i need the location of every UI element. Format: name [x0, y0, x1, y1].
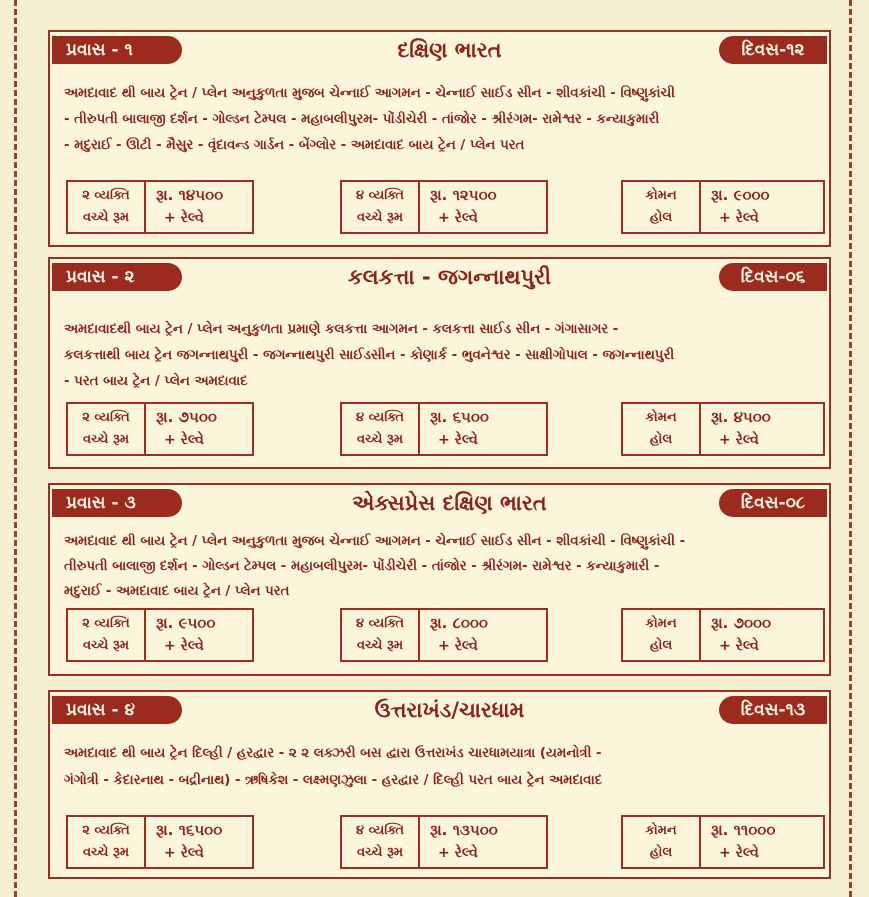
tour-days: દિવસ-૧૨ — [719, 36, 827, 64]
tour-days: દિવસ-૧૩ — [719, 696, 827, 724]
price-label: હોલ — [649, 210, 673, 225]
price-label: વચ્ચે રૂમ — [82, 432, 130, 447]
rail-extra: + રેલ્વે — [164, 432, 204, 448]
rail-extra: + રેલ્વે — [438, 210, 478, 226]
tour-days: દિવસ-૦૮ — [719, 489, 827, 517]
itinerary-line: અમદાવાદથી બાય ટ્રેન / પ્લેન અનુકુળતા પ્રમાણે કલકત્તા આગમન - કલકત્તા સાઈડ સીન - ગંગાસાગર - — [64, 322, 619, 337]
tour-header — [50, 692, 829, 729]
tour-title: એક્સપ્રેસ દક્ષિણ ભારત — [352, 491, 547, 515]
rail-extra: + રેલ્વે — [164, 210, 204, 226]
tour-days: દિવસ-૦૬ — [719, 263, 827, 291]
price-amount: રૂા. ૭૦૦૦ — [711, 614, 772, 632]
price-label: વચ્ચે રૂમ — [82, 638, 130, 653]
tour-itinerary — [64, 529, 817, 604]
price-amount: રૂા. ૧૬૫૦૦ — [156, 821, 223, 839]
itinerary-line: ગંગોત્રી - કેદારનાથ - બદ્રીનાથ) - ઋષિકેશ - લક્ષ્મણઝુલા - હરદ્વાર / દિલ્હી પરત બાય ટ્રેન અમદાવાદ — [64, 773, 603, 788]
itinerary-line: અમદાવાદ થી બાય ટ્રેન / પ્લેન અનુકુળતા મુજબ ચેન્નાઈ આગમન - ચેન્નાઈ સાઈડ સીન - શીવકાંચી - વિષ્ણુકાંચી - — [64, 534, 686, 549]
price-box-2-person — [66, 180, 254, 234]
itinerary-line: - મદુરાઈ - ઊટી - મૈસુર - વૃંદાવન્ડ ગાર્ડન - બેંગ્લોર - અમદાવાદ બાય ટ્રેન / પ્લેન પરત — [64, 138, 525, 153]
itinerary-line: - તીરુપતી બાલાજી દર્શન - ગોલ્ડન ટેમ્પલ - મહાબલીપુરમ- પોંડીચેરી - તાંજોર - શ્રીરંગમ- રામેશ્વર - કન્યાકુમારી — [64, 112, 660, 127]
tour-itinerary — [64, 317, 817, 395]
left-dashed-border — [14, 0, 17, 897]
rail-extra: + રેલ્વે — [719, 845, 759, 861]
price-amount: રૂા. ૬૫૦૦ — [430, 408, 489, 426]
price-label: વચ્ચે રૂમ — [356, 845, 404, 860]
price-label: વચ્ચે રૂમ — [356, 432, 404, 447]
price-label: ૪ વ્યક્તિ — [356, 616, 404, 631]
tour-badge: પ્રવાસ - ૩ — [52, 489, 182, 517]
price-label: ૪ વ્યક્તિ — [356, 823, 404, 838]
price-box-4-person — [340, 180, 548, 234]
price-box-2-person — [66, 608, 254, 662]
tour-title: દક્ષિણ ભારત — [397, 38, 502, 62]
price-amount: રૂા. ૧૨૫૦૦ — [430, 186, 497, 204]
price-box-2-person — [66, 402, 254, 456]
tour-title: કલકત્તા - જગન્નાથપુરી — [347, 265, 552, 289]
tour-itinerary — [64, 81, 817, 159]
price-box-common-hall — [621, 608, 825, 662]
rail-extra: + રેલ્વે — [438, 638, 478, 654]
price-amount: રૂા. ૧૧૦૦૦ — [711, 821, 776, 839]
rail-extra: + રેલ્વે — [719, 432, 759, 448]
price-amount: રૂા. ૪૫૦૦ — [711, 408, 771, 426]
price-label: હોલ — [649, 432, 673, 447]
price-label: કોમન — [645, 616, 677, 631]
tour-card-2 — [48, 257, 831, 469]
tour-badge: પ્રવાસ - ૨ — [52, 263, 182, 291]
price-label: હોલ — [649, 845, 673, 860]
price-amount: રૂા. ૧૩૫૦૦ — [430, 821, 498, 839]
price-label: વચ્ચે રૂમ — [356, 638, 404, 653]
tour-card-1 — [48, 30, 831, 247]
price-amount: રૂા. ૯૫૦૦ — [156, 614, 216, 632]
price-label: હોલ — [649, 638, 673, 653]
right-dashed-border — [849, 0, 852, 897]
tour-badge: પ્રવાસ - ૧ — [52, 36, 182, 64]
price-box-4-person — [340, 815, 548, 869]
price-label: કોમન — [645, 410, 677, 425]
rail-extra: + રેલ્વે — [438, 845, 478, 861]
price-label: કોમન — [645, 188, 677, 203]
price-amount: રૂા. ૮૦૦૦ — [430, 614, 488, 632]
price-box-4-person — [340, 402, 548, 456]
price-box-4-person — [340, 608, 548, 662]
price-box-common-hall — [621, 180, 825, 234]
price-amount: રૂા. ૭૫૦૦ — [156, 408, 217, 426]
price-amount: રૂા. ૧૪૫૦૦ — [156, 186, 224, 204]
rail-extra: + રેલ્વે — [438, 432, 478, 448]
price-label: ૨ વ્યક્તિ — [82, 410, 130, 425]
itinerary-line: - પરત બાય ટ્રેન / પ્લેન અમદાવાદ — [64, 374, 248, 389]
price-box-common-hall — [621, 402, 825, 456]
price-amount: રૂા. ૯૦૦૦ — [711, 186, 770, 204]
price-box-2-person — [66, 815, 254, 869]
price-label: વચ્ચે રૂમ — [82, 845, 130, 860]
itinerary-line: તીરુપતી બાલાજી દર્શન - ગોલ્ડન ટેમ્પલ - મહાબલીપુરમ- પોંડીચેરી - તાંજોર - શ્રીરંગમ- રામેશ્વર - કન્યાકુમારી - — [64, 559, 660, 574]
price-label: ૪ વ્યક્તિ — [356, 188, 404, 203]
tour-header — [50, 259, 829, 296]
itinerary-line: કલકત્તાથી બાય ટ્રેન જગન્નાથપુરી - જગન્નાથપુરી સાઈડસીન - કોણાર્ક - ભુવનેશ્વર - સાક્ષીગોપાલ - જગન્નાથપુરી — [64, 348, 675, 363]
tour-header — [50, 485, 829, 522]
price-box-common-hall — [621, 815, 825, 869]
tour-badge: પ્રવાસ - ૪ — [52, 696, 182, 724]
rail-extra: + રેલ્વે — [164, 845, 204, 861]
rail-extra: + રેલ્વે — [719, 210, 759, 226]
itinerary-line: અમદાવાદ થી બાય ટ્રેન / પ્લેન અનુકુળતા મુજબ ચેન્નાઈ આગમન - ચેન્નાઈ સાઈડ સીન - શીવકાંચી - વિષ્ણુકાંચી — [64, 86, 675, 101]
rail-extra: + રેલ્વે — [164, 638, 204, 654]
tour-itinerary — [64, 740, 817, 794]
rail-extra: + રેલ્વે — [719, 638, 759, 654]
price-label: ૨ વ્યક્તિ — [82, 823, 130, 838]
price-label: ૨ વ્યક્તિ — [82, 616, 130, 631]
itinerary-line: મદુરાઈ - અમદાવાદ બાય ટ્રેન / પ્લેન પરત — [64, 584, 290, 599]
tour-card-4 — [48, 690, 831, 879]
tour-title: ઉત્તરાખંડ/ચારધામ — [374, 698, 525, 722]
price-label: ૪ વ્યક્તિ — [356, 410, 404, 425]
tour-card-3 — [48, 483, 831, 676]
itinerary-line: અમદાવાદ થી બાય ટ્રેન દિલ્હી / હરદ્વાર - ૨ ૨ લક્ઝરી બસ દ્વારા ઉત્તરાખંડ ચારધામયાત્રા (યમનોત્રી - — [64, 746, 602, 761]
price-label: કોમન — [645, 823, 677, 838]
tour-header — [50, 32, 829, 69]
price-label: વચ્ચે રૂમ — [82, 210, 130, 225]
price-label: ૨ વ્યક્તિ — [82, 188, 130, 203]
price-label: વચ્ચે રૂમ — [356, 210, 404, 225]
